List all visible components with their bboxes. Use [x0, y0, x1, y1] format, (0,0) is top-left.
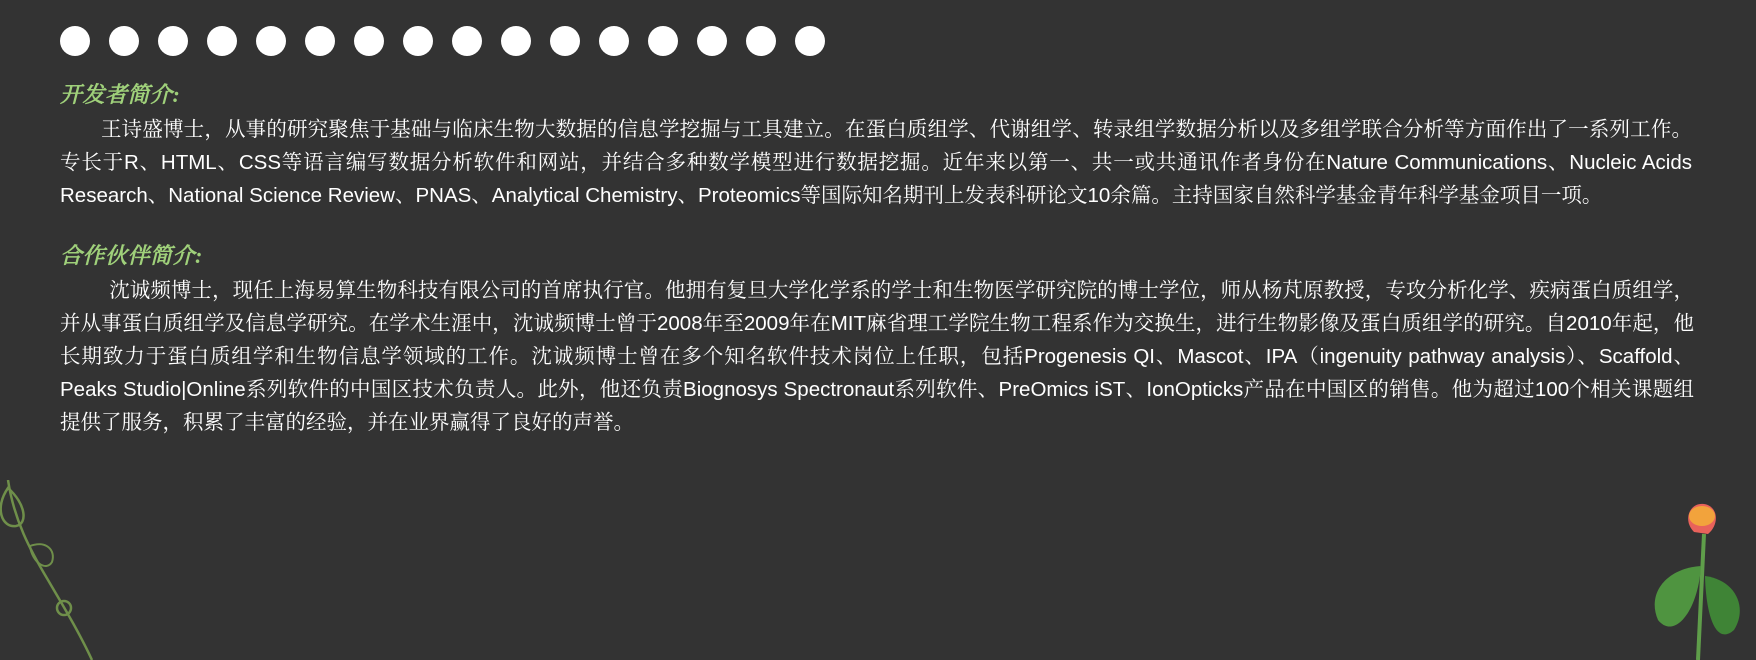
- decorative-dot: [305, 26, 335, 56]
- decorative-dot: [403, 26, 433, 56]
- decorative-dot: [60, 26, 90, 56]
- vine-leaf-decoration-icon: [0, 480, 120, 660]
- section-heading-partner: 合作伙伴简介:: [60, 242, 203, 268]
- decorative-dot: [256, 26, 286, 56]
- section-body-developer: 王诗盛博士，从事的研究聚焦于基础与临床生物大数据的信息学挖掘与工具建立。在蛋白质组学、代谢组学、转录组学数据分析以及多组学联合分析等方面作出了一系列工作。专长于R、HTML、CSS等语言编写数据分析软件和网站，并结合多种数学模型进行数据挖掘。近年来以第一、共一或共通讯作者身份在Nature Communications、Nucleic Acids Research、National Science Review、PNAS、Analytical Chemistry、Proteomics等国际知名期刊上发表科研论文10余篇。主持国家自然科学基金青年科学基金项目一项。: [60, 118, 1692, 208]
- decorative-dot: [648, 26, 678, 56]
- decorative-dot: [697, 26, 727, 56]
- flower-decoration-icon: [1598, 480, 1748, 660]
- decorative-dot: [207, 26, 237, 56]
- section-body-partner: 沈诚频博士，现任上海易算生物科技有限公司的首席执行官。他拥有复旦大学化学系的学士和生物医学研究院的博士学位，师从杨芃原教授，专攻分析化学、疾病蛋白质组学，并从事蛋白质组学及信息学研究。在学术生涯中，沈诚频博士曾于2008年至2009年在MIT麻省理工学院生物工程系作为交换生，进行生物影像及蛋白质组学的研究。自2010年起，他长期致力于蛋白质组学和生物信息学领域的工作。沈诚频博士曾在多个知名软件技术岗位上任职，包括Progenesis QI、Mascot、IPA（ingenuity pathway analysis）、Scaffold、Peaks Studio|Online系列软件的中国区技术负责人。此外，他还负责Biognosys Spectronaut系列软件、PreOmics iST、IonOpticks产品在中国区的销售。他为超过100个相关课题组提供了服务，积累了丰富的经验，并在业界赢得了良好的声誉。: [60, 278, 1694, 435]
- decorative-dot: [109, 26, 139, 56]
- dot-decoration-row: [60, 26, 825, 56]
- decorative-dot: [158, 26, 188, 56]
- decorative-dot: [550, 26, 580, 56]
- decorative-dot: [354, 26, 384, 56]
- decorative-dot: [746, 26, 776, 56]
- decorative-dot: [599, 26, 629, 56]
- slide-content: [60, 78, 1700, 440]
- decorative-dot: [452, 26, 482, 56]
- decorative-dot: [795, 26, 825, 56]
- decorative-dot: [501, 26, 531, 56]
- section-heading-developer: 开发者简介:: [60, 82, 181, 107]
